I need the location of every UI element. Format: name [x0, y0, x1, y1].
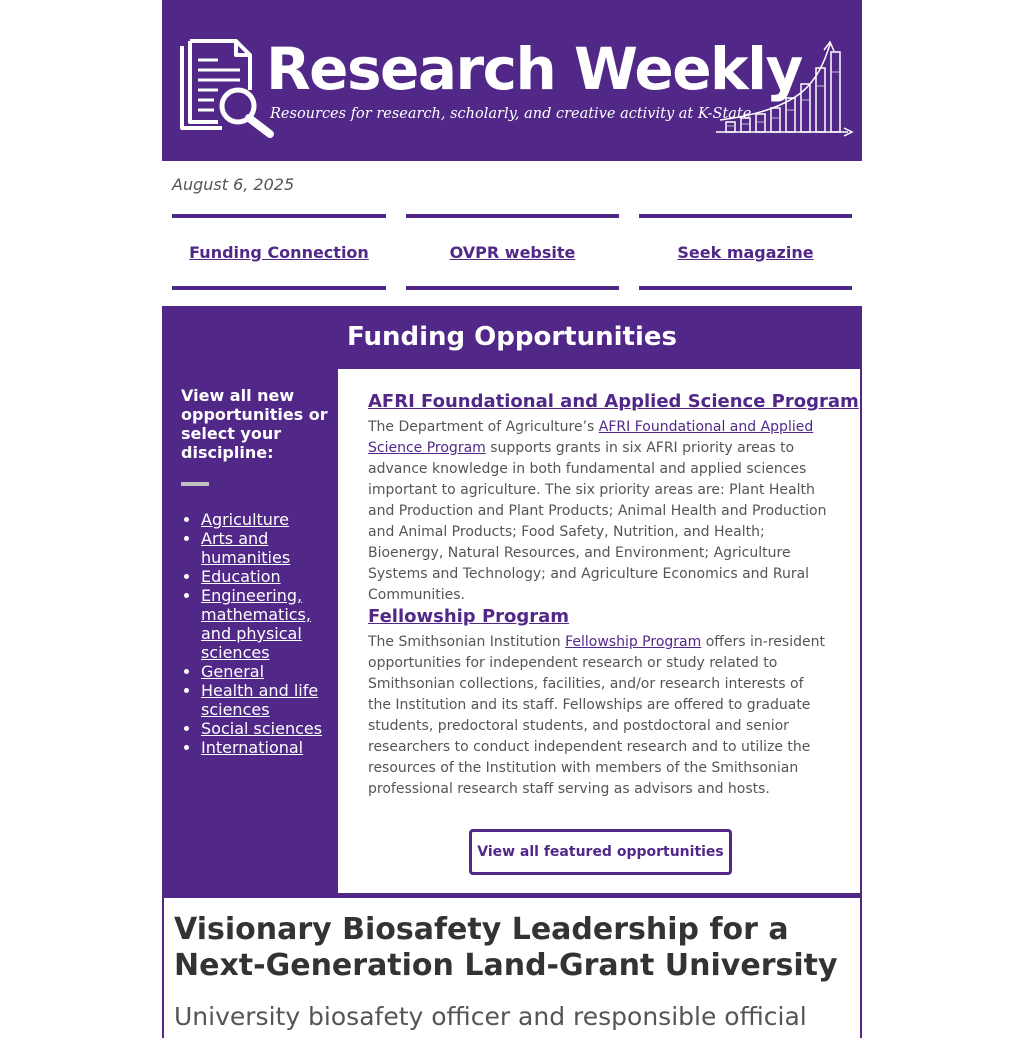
view-all-opportunities-button[interactable]: View all featured opportunities: [469, 829, 732, 875]
issue-date: August 6, 2025: [172, 175, 295, 194]
feature-article: [162, 896, 862, 1038]
list-item: [201, 662, 331, 681]
opportunity-inline-link[interactable]: AFRI Foundational and Applied Science Program: [368, 419, 814, 456]
list-item: [201, 586, 331, 662]
discipline-list: [181, 510, 331, 757]
newsletter-tagline: Resources for research, scholarly, and creative activity at K-State: [270, 106, 752, 122]
opportunity-text: The Smithsonian Institution: [368, 634, 566, 650]
opportunity-title-link[interactable]: Fellowship Program: [368, 606, 570, 627]
list-item: [201, 510, 331, 529]
article-title[interactable]: Visionary Biosafety Leadership for a Next-Generation Land-Grant University: [174, 912, 838, 983]
quick-link-box: [172, 214, 386, 290]
growth-chart-icon: [712, 38, 854, 140]
document-search-icon: [178, 38, 276, 138]
discipline-link-agriculture[interactable]: Agriculture: [201, 510, 289, 529]
opportunity-item: [368, 391, 859, 606]
sidebar-divider: [181, 482, 209, 486]
opportunity-item: [368, 606, 828, 800]
list-item: [201, 738, 331, 757]
sidebar-heading: View all new opportunities or select your discipline:: [181, 386, 328, 462]
seek-magazine-link[interactable]: Seek magazine: [677, 242, 814, 262]
discipline-link-general[interactable]: General: [201, 662, 265, 681]
discipline-link-health[interactable]: Health and life sciences: [201, 681, 319, 719]
opportunity-inline-link[interactable]: Fellowship Program: [565, 634, 702, 650]
article-subtitle: University biosafety officer and responsible official: [174, 1002, 807, 1031]
opportunity-description: [368, 417, 828, 606]
discipline-link-education[interactable]: Education: [201, 567, 281, 586]
opportunity-text: The Department of Agriculture’s: [368, 419, 599, 435]
quick-link-box: [639, 214, 852, 290]
list-item: [201, 719, 331, 738]
funding-connection-link[interactable]: Funding Connection: [189, 242, 369, 262]
discipline-sidebar: [181, 386, 331, 757]
opportunities-panel: [338, 369, 860, 893]
list-item: [201, 567, 331, 586]
discipline-link-engineering[interactable]: Engineering, mathematics, and physical sciences: [201, 586, 311, 662]
opportunity-text: offers in-resident opportunities for independent research or study related to Smithsonian collections, facilities, and/or research interests of the Institution and its staff. Fellowships are offered to graduate students, predoctoral students, and postdoctoral and senior researchers to conduct independent research and to utilize the resources of the Institution with members of the Smithsonian professional research staff serving as advisors and hosts.: [368, 634, 825, 797]
funding-section: [162, 306, 862, 896]
list-item: [201, 529, 331, 567]
list-item: [201, 681, 331, 719]
opportunity-title-link[interactable]: AFRI Foundational and Applied Science Program: [368, 391, 859, 412]
newsletter-title: Research Weekly: [266, 35, 802, 103]
quick-link-box: [406, 214, 619, 290]
opportunity-description: [368, 632, 828, 800]
opportunity-text: supports grants in six AFRI priority areas to advance knowledge in both fundamental and applied sciences important to agriculture. The six priority areas are: Plant Health and Production and Plant Products; Animal Health and Production and Animal Products; Food Safety, Nutrition, and Health; Bioenergy, Natural Resources, and Environment; Agriculture Systems and Technology; and Agriculture Economics and Rural Communities.: [368, 440, 827, 603]
discipline-link-social[interactable]: Social sciences: [201, 719, 323, 738]
discipline-link-arts[interactable]: Arts and humanities: [201, 529, 291, 567]
funding-heading: Funding Opportunities: [346, 322, 677, 352]
discipline-link-international[interactable]: International: [201, 738, 304, 757]
ovpr-website-link[interactable]: OVPR website: [449, 242, 576, 262]
